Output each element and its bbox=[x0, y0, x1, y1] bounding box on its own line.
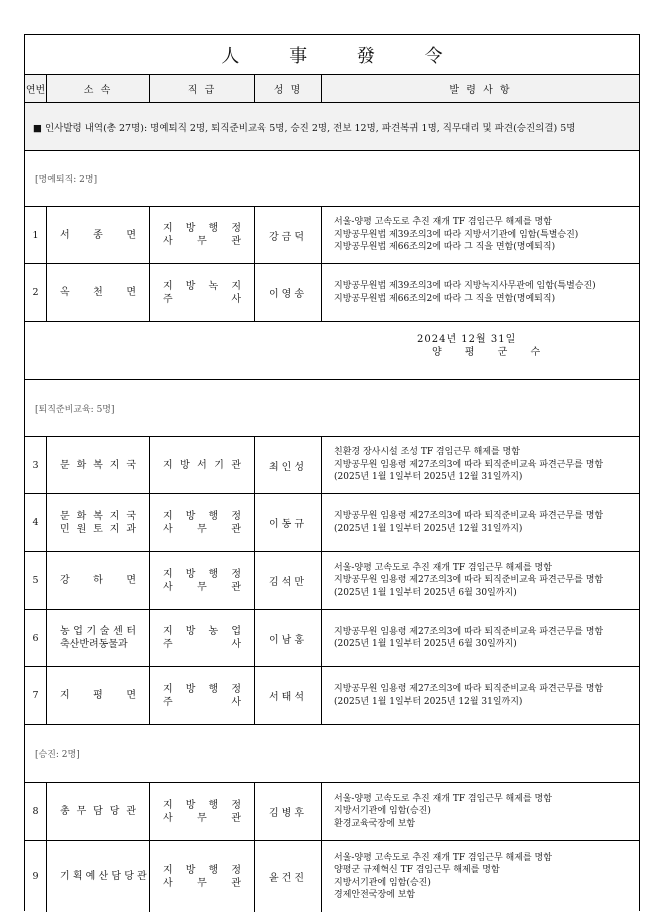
row-rank bbox=[150, 667, 255, 724]
order-line: 지방공무원 임용령 제27조의3에 따라 퇴직준비교육 파견근무를 명함 bbox=[334, 626, 604, 637]
department-line: 문 화 복 지 국 bbox=[60, 459, 136, 471]
rank-line: 사 무 관 bbox=[163, 877, 241, 889]
department-line: 옥 천 면 bbox=[60, 287, 136, 298]
rank-line: 지 방 행 정 bbox=[163, 223, 241, 234]
department-lines bbox=[60, 870, 147, 883]
row-person-name: 이영송 bbox=[255, 264, 322, 321]
table-row bbox=[25, 437, 639, 494]
department-lines bbox=[60, 229, 136, 242]
table-header bbox=[25, 75, 639, 103]
row-rank bbox=[150, 494, 255, 551]
order-lines bbox=[334, 280, 596, 305]
table-row bbox=[25, 494, 639, 552]
row-order-details bbox=[322, 610, 639, 666]
table-row bbox=[25, 552, 639, 610]
row-order-details bbox=[322, 667, 639, 724]
rank-lines bbox=[163, 683, 241, 709]
order-lines bbox=[334, 446, 603, 484]
section-retirement-prep: [퇴직준비교육: 5명] bbox=[25, 380, 639, 437]
issue-footer bbox=[25, 322, 639, 380]
row-rank bbox=[150, 207, 255, 263]
department-line: 지 평 면 bbox=[60, 690, 136, 701]
rank-lines bbox=[163, 510, 241, 536]
rank-line: 지 방 행 정 bbox=[163, 683, 241, 695]
row-rank bbox=[150, 610, 255, 666]
row-rank bbox=[150, 841, 255, 912]
issuer-name: 양 평 군 수 bbox=[432, 347, 551, 358]
rank-line: 지 방 행 정 bbox=[163, 568, 241, 580]
order-line: (2025년 1월 1일부터 2025년 12월 31일까지) bbox=[334, 523, 523, 534]
rank-line: 사 무 관 bbox=[163, 812, 241, 824]
order-line: 지방공무원 임용령 제27조의3에 따라 퇴직준비교육 파견근무를 명함 bbox=[334, 684, 604, 694]
row-number: 1 bbox=[25, 207, 47, 263]
row-department bbox=[47, 610, 150, 666]
row-person-name: 이동규 bbox=[255, 494, 322, 551]
row-department bbox=[47, 264, 150, 321]
order-line: (2025년 1월 1일부터 2025년 12월 31일까지) bbox=[334, 472, 523, 483]
row-person-name: 윤건진 bbox=[255, 841, 322, 912]
rank-lines bbox=[163, 625, 241, 651]
table-row bbox=[25, 264, 639, 322]
rank-line: 사 무 관 bbox=[163, 236, 241, 247]
department-lines bbox=[60, 286, 136, 299]
row-number: 9 bbox=[25, 841, 47, 912]
order-line: 환경교육국장에 보함 bbox=[334, 818, 416, 829]
rank-lines bbox=[163, 799, 241, 825]
row-person-name: 김병후 bbox=[255, 783, 322, 840]
order-line: 서울-양평 고속도로 추진 재개 TF 겸임근무 해제를 명함 bbox=[334, 793, 552, 804]
order-line: 지방서기관에 임함(승진) bbox=[334, 806, 431, 817]
order-lines bbox=[334, 562, 603, 600]
row-number: 7 bbox=[25, 667, 47, 724]
rank-line: 사 무 관 bbox=[163, 523, 241, 535]
department-lines bbox=[60, 574, 136, 587]
row-department bbox=[47, 437, 150, 493]
rank-line: 주 사 bbox=[163, 293, 241, 305]
department-lines bbox=[60, 689, 136, 702]
row-order-details bbox=[322, 207, 639, 263]
rank-lines bbox=[163, 280, 241, 306]
rank-lines bbox=[163, 459, 241, 472]
row-rank bbox=[150, 264, 255, 321]
header-order: 발 령 사 항 bbox=[449, 85, 512, 96]
table-row bbox=[25, 610, 639, 667]
row-department bbox=[47, 783, 150, 840]
order-line: 경제안전국장에 보함 bbox=[334, 890, 416, 900]
table-row bbox=[25, 783, 639, 841]
order-lines bbox=[334, 852, 552, 902]
row-department bbox=[47, 207, 150, 263]
order-lines bbox=[334, 510, 603, 535]
order-line: 지방공무원법 제39조의3에 따라 지방서기관에 임함(특별승진) bbox=[334, 229, 579, 240]
rank-lines bbox=[163, 568, 241, 594]
department-lines bbox=[60, 805, 136, 818]
row-rank bbox=[150, 552, 255, 609]
row-order-details bbox=[322, 437, 639, 493]
rank-line: 지 방 농 업 bbox=[163, 626, 241, 637]
order-line: 지방공무원 임용령 제27조의3에 따라 퇴직준비교육 파견근무를 명함 bbox=[334, 575, 604, 586]
order-lines bbox=[334, 216, 578, 254]
row-person-name: 최인성 bbox=[255, 437, 322, 493]
row-order-details bbox=[322, 783, 639, 840]
header-rank: 직 급 bbox=[150, 75, 255, 102]
issue-date: 2024년 12월 31일 bbox=[417, 334, 517, 345]
row-department bbox=[47, 841, 150, 912]
department-line: 민 원 토 지 과 bbox=[60, 523, 136, 535]
order-line: 지방서기관에 임함(승진) bbox=[334, 877, 431, 888]
header-dept: 소 속 bbox=[47, 75, 150, 102]
document-title: 人 事 發 令 bbox=[25, 35, 639, 75]
row-number: 5 bbox=[25, 552, 47, 609]
section-honorary-retirement: [명예퇴직: 2명] bbox=[25, 151, 639, 207]
row-number: 8 bbox=[25, 783, 47, 840]
order-line: 서울-양평 고속도로 추진 재개 TF 겸임근무 해제를 명함 bbox=[334, 217, 552, 228]
rank-line: 지 방 녹 지 bbox=[163, 280, 241, 292]
department-line: 강 하 면 bbox=[60, 575, 136, 586]
row-person-name: 김석만 bbox=[255, 552, 322, 609]
row-number: 2 bbox=[25, 264, 47, 321]
row-number: 3 bbox=[25, 437, 47, 493]
table-row bbox=[25, 207, 639, 264]
row-order-details bbox=[322, 552, 639, 609]
order-line: 지방공무원 임용령 제27조의3에 따라 퇴직준비교육 파견근무를 명함 bbox=[334, 459, 604, 470]
row-department bbox=[47, 552, 150, 609]
order-line: 양평군 규제혁신 TF 겸임근무 해제를 명함 bbox=[334, 865, 500, 875]
department-line: 서 종 면 bbox=[60, 229, 136, 241]
row-department bbox=[47, 494, 150, 551]
order-lines bbox=[334, 793, 552, 831]
department-lines bbox=[60, 459, 136, 472]
rank-line: 지 방 서 기 관 bbox=[163, 459, 241, 471]
department-line: 기 획 예 산 담 당 관 bbox=[60, 871, 147, 882]
row-person-name: 서태석 bbox=[255, 667, 322, 724]
rank-line: 주 사 bbox=[163, 639, 241, 650]
department-line: 농 업 기 술 센 터 bbox=[60, 626, 136, 637]
row-number: 6 bbox=[25, 610, 47, 666]
order-line: 친환경 장사시설 조성 TF 겸임근무 해제를 명함 bbox=[334, 447, 520, 458]
order-lines bbox=[334, 626, 603, 651]
personnel-order-document bbox=[24, 34, 640, 911]
row-order-details bbox=[322, 841, 639, 912]
row-number: 4 bbox=[25, 494, 47, 551]
order-line: 서울-양평 고속도로 추진 재개 TF 겸임근무 해제를 명함 bbox=[334, 852, 552, 863]
row-order-details bbox=[322, 494, 639, 551]
row-rank bbox=[150, 783, 255, 840]
rank-line: 지 방 행 정 bbox=[163, 799, 241, 811]
summary-line: ■ 인사발령 내역(총 27명): 명예퇴직 2명, 퇴직준비교육 5명, 승진 2명, 전보 12명, 파견복귀 1명, 직무대리 및 파견(승진의결) 5명 bbox=[25, 103, 639, 151]
rank-line: 사 무 관 bbox=[163, 581, 241, 593]
header-no: 연번 bbox=[25, 75, 47, 102]
department-lines bbox=[60, 625, 136, 651]
order-line: (2025년 1월 1일부터 2025년 12월 31일까지) bbox=[334, 696, 523, 707]
department-line: 문 화 복 지 국 bbox=[60, 510, 136, 522]
row-person-name: 강금덕 bbox=[255, 207, 322, 263]
order-line: 서울-양평 고속도로 추진 재개 TF 겸임근무 해제를 명함 bbox=[334, 562, 552, 573]
department-line: 축산반려동물과 bbox=[60, 639, 128, 650]
header-name: 성 명 bbox=[255, 75, 322, 102]
rank-line: 주 사 bbox=[163, 696, 241, 708]
department-line: 총 무 담 당 관 bbox=[60, 806, 136, 817]
order-line: (2025년 1월 1일부터 2025년 6월 30일까지) bbox=[334, 587, 517, 598]
order-line: 지방공무원법 제39조의3에 따라 지방녹지사무관에 임함(특별승진) bbox=[334, 281, 596, 291]
row-order-details bbox=[322, 264, 639, 321]
row-person-name: 이남홍 bbox=[255, 610, 322, 666]
row-department bbox=[47, 667, 150, 724]
table-row bbox=[25, 841, 639, 912]
rank-lines bbox=[163, 864, 241, 890]
rank-lines bbox=[163, 222, 241, 248]
row-rank bbox=[150, 437, 255, 493]
order-line: 지방공무원법 제66조의2에 따라 그 직을 면함(명예퇴직) bbox=[334, 242, 556, 253]
rank-line: 지 방 행 정 bbox=[163, 510, 241, 522]
order-line: 지방공무원 임용령 제27조의3에 따라 퇴직준비교육 파견근무를 명함 bbox=[334, 511, 604, 521]
department-lines bbox=[60, 510, 136, 536]
order-line: 지방공무원법 제66조의2에 따라 그 직을 면함(명예퇴직) bbox=[334, 293, 556, 304]
order-lines bbox=[334, 683, 603, 708]
section-promotion: [승진: 2명] bbox=[25, 725, 639, 783]
order-line: (2025년 1월 1일부터 2025년 6월 30일까지) bbox=[334, 639, 517, 649]
rank-line: 지 방 행 정 bbox=[163, 864, 241, 876]
table-row bbox=[25, 667, 639, 725]
